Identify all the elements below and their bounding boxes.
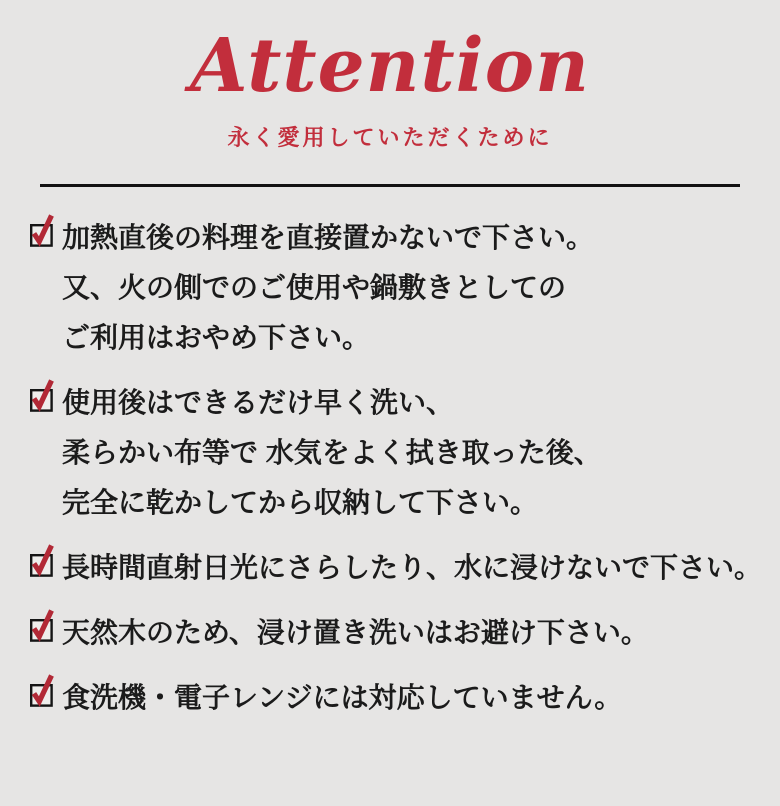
attention-care-card: [0, 23, 780, 806]
checkbox-checked-icon: [28, 673, 58, 707]
instruction-line: 使用後はできるだけ早く洗い、: [62, 387, 455, 419]
checkbox-checked-icon: [28, 213, 58, 247]
page-title: Attention: [190, 23, 590, 109]
checkbox-checked-icon: [28, 378, 58, 412]
instruction-line: 又、火の側でのご使用や鍋敷きとしての: [62, 272, 567, 304]
care-instructions-list: [40, 213, 763, 723]
instruction-text: [62, 608, 649, 658]
card-header: [40, 23, 740, 152]
instruction-line: ご利用はおやめ下さい。: [62, 322, 371, 354]
list-item: [28, 213, 740, 363]
list-item: [28, 543, 763, 593]
instruction-line: 加熱直後の料理を直接置かないで下さい。: [62, 222, 595, 254]
header-divider: [40, 184, 740, 187]
instruction-line: 長時間直射日光にさらしたり、水に浸けないで下さい。: [62, 552, 763, 584]
instruction-text: [62, 378, 602, 528]
page-subtitle: 永く愛用していただくために: [227, 125, 553, 151]
list-item: [28, 608, 740, 658]
instruction-line: 完全に乾かしてから収納して下さい。: [62, 487, 539, 519]
instruction-line: 食洗機・電子レンジには対応していません。: [62, 682, 623, 714]
instruction-text: [62, 673, 622, 723]
list-item: [28, 378, 740, 528]
instruction-line: 柔らかい布等で 水気をよく拭き取った後、: [62, 437, 602, 469]
instruction-line: 天然木のため、浸け置き洗いはお避け下さい。: [62, 617, 649, 649]
checkbox-checked-icon: [28, 608, 58, 642]
instruction-text: [62, 543, 762, 593]
list-item: [28, 673, 740, 723]
checkbox-checked-icon: [28, 543, 58, 577]
instruction-text: [62, 213, 594, 363]
